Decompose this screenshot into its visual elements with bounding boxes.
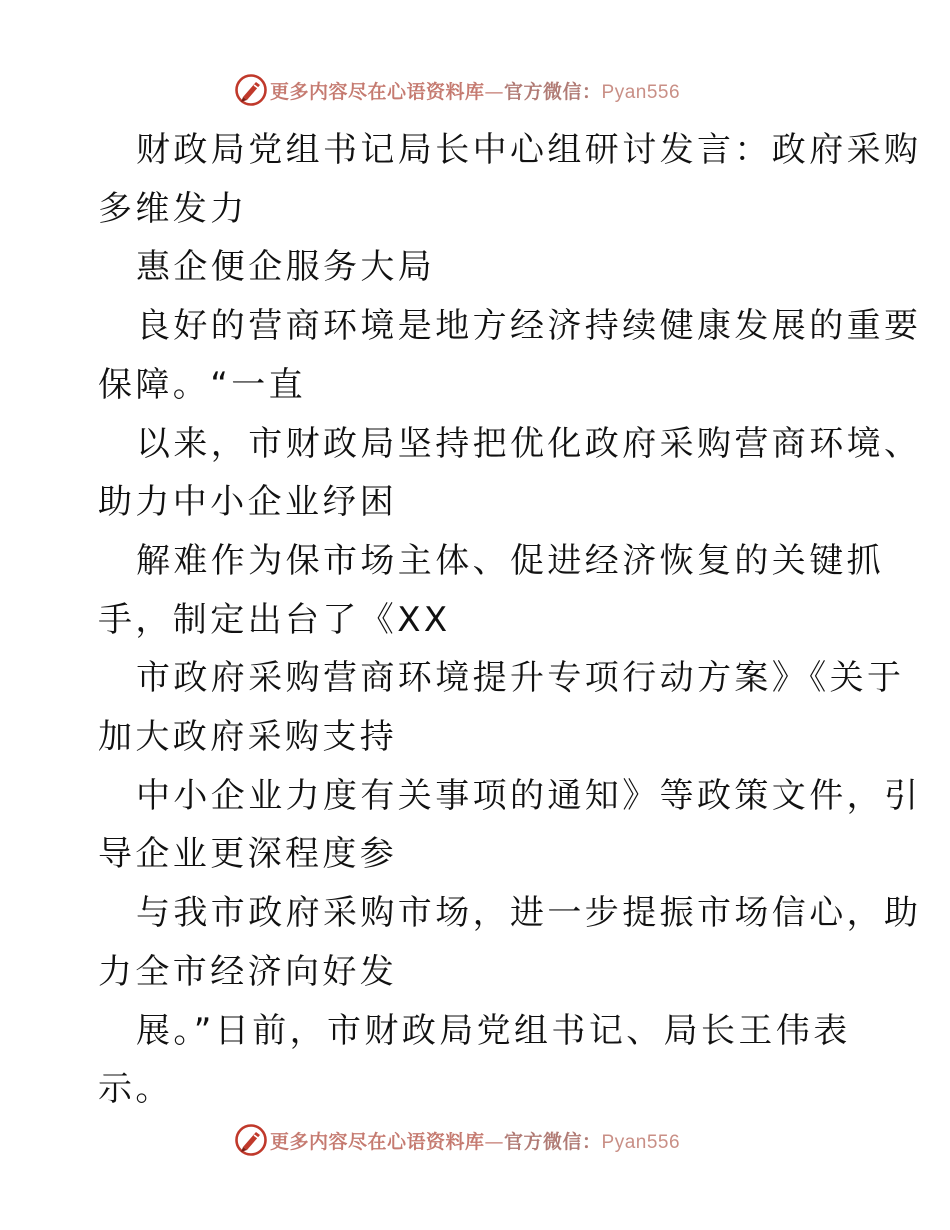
header-banner-handle: Pyan556 <box>601 81 681 103</box>
footer-banner-dash: — <box>484 1130 505 1153</box>
document-line: 展。”日前，市财政局党组书记、局长王伟表 <box>136 1010 851 1051</box>
document-line: 导企业更深程度参 <box>98 834 398 875</box>
header-banner-dash: — <box>484 80 505 103</box>
footer-banner-official: 官方微信： <box>504 1130 602 1153</box>
header-banner-text <box>270 77 680 104</box>
header-banner-official: 官方微信： <box>504 80 602 103</box>
document-line: 多维发力 <box>98 188 248 229</box>
pen-circle-logo-icon <box>234 1123 268 1157</box>
document-line: 惠企便企服务大局 <box>136 247 436 288</box>
document-line: 保障。“一直 <box>98 364 307 405</box>
document-line: 解难作为保市场主体、促进经济恢复的关键抓 <box>136 540 884 581</box>
header-banner[interactable] <box>234 72 680 108</box>
document-line: 加大政府采购支持 <box>98 717 398 758</box>
document-line: 与我市政府采购市场，进一步提振市场信心，助 <box>136 893 922 934</box>
pen-circle-logo-icon <box>234 73 268 107</box>
document-line: 良好的营商环境是地方经济持续健康发展的重要 <box>136 306 922 347</box>
document-line: 示。 <box>98 1069 173 1110</box>
document-line: 财政局党组书记局长中心组研讨发言：政府采购 <box>136 130 922 170</box>
document-line: 以来，市财政局坚持把优化政府采购营商环境、 <box>136 423 922 464</box>
document-line: 市政府采购营商环境提升专项行动方案》《关于 <box>136 658 905 699</box>
document-line: 手，制定出台了《XX <box>98 599 451 640</box>
footer-banner[interactable] <box>234 1122 680 1158</box>
footer-banner-main: 更多内容尽在心语资料库 <box>270 1130 485 1153</box>
header-banner-main: 更多内容尽在心语资料库 <box>270 80 485 103</box>
document-line: 力全市经济向好发 <box>98 951 398 992</box>
footer-banner-text <box>270 1127 680 1154</box>
document-body <box>98 121 922 1119</box>
footer-banner-handle: Pyan556 <box>601 1131 681 1153</box>
document-line: 助力中小企业纾困 <box>98 482 398 523</box>
document-line: 中小企业力度有关事项的通知》等政策文件，引 <box>136 775 922 816</box>
